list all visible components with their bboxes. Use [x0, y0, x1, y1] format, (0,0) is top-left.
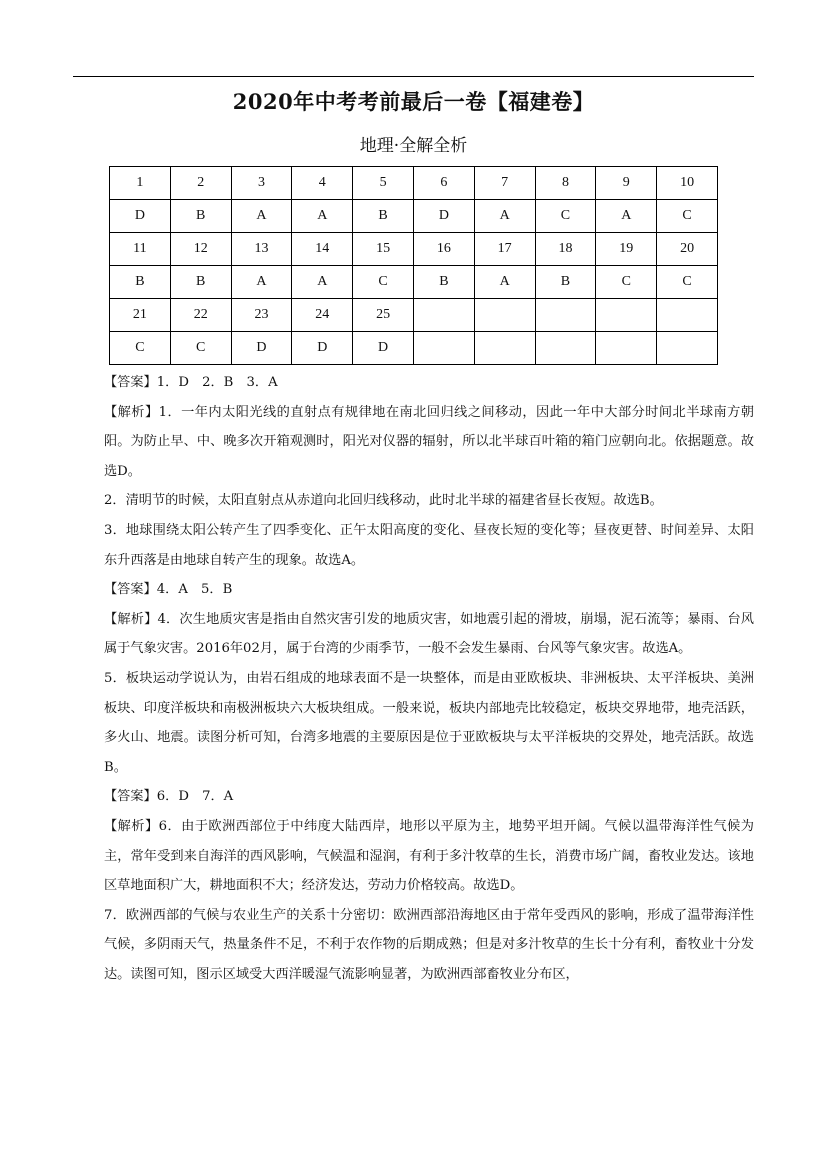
answer-cell: B: [170, 266, 231, 299]
question-number-cell: 3: [231, 167, 292, 200]
answer-cell: C: [657, 266, 718, 299]
question-number-cell: 25: [353, 299, 414, 332]
page-title: 2020年中考考前最后一卷【福建卷】: [232, 89, 595, 114]
text-paragraph: 3．地球围绕太阳公转产生了四季变化、正午太阳高度的变化、昼夜长短的变化等；昼夜更替、时间差异、太阳东升西落是由地球自转产生的现象。故选A。: [104, 522, 754, 568]
text-paragraph: 2．清明节的时候，太阳直射点从赤道向北回归线移动，此时北半球的福建省昼长夜短。故选B。: [104, 493, 663, 509]
text-paragraph: 【解析】6．由于欧洲西部位于中纬度大陆西岸，地形以平原为主，地势平坦开阔。气候以温带海洋性气候为主，常年受到来自海洋的西风影响，气候温和湿润，有利于多汁牧草的生长，消费市场广阔，畜牧业发达。该地区草地面积广大，耕地面积不大；经济发达，劳动力价格较高。故选D。: [104, 818, 754, 894]
answer-cell: A: [292, 266, 353, 299]
answer-cell: A: [474, 266, 535, 299]
answer-cell: A: [474, 200, 535, 233]
text-paragraph: 【解析】4．次生地质灾害是指由自然灾害引发的地质灾害，如地震引起的滑坡，崩塌，泥石流等；暴雨、台风属于气象灾害。2016年02月，属于台湾的少雨季节，一般不会发生暴雨、台风等气象灾害。故选A。: [104, 611, 754, 657]
question-number-cell: 7: [474, 167, 535, 200]
answer-cell: C: [353, 266, 414, 299]
question-number-cell: 5: [353, 167, 414, 200]
question-number-cell: 18: [535, 233, 596, 266]
question-number-cell: 9: [596, 167, 657, 200]
answer-cell: [596, 332, 657, 365]
table-row: [110, 266, 718, 299]
question-number-cell: 15: [353, 233, 414, 266]
text-paragraph: 【答案】6．D 7．A: [104, 789, 234, 805]
answer-cell: [413, 332, 474, 365]
answer-cell: C: [596, 266, 657, 299]
answer-cell: C: [170, 332, 231, 365]
question-number-cell: 12: [170, 233, 231, 266]
answer-cell: C: [657, 200, 718, 233]
question-number-cell: [474, 299, 535, 332]
answer-cell: C: [110, 332, 171, 365]
question-number-cell: [596, 299, 657, 332]
table-row: [110, 200, 718, 233]
question-number-cell: 1: [110, 167, 171, 200]
text-paragraph: 【答案】1．D 2．B 3．A: [104, 375, 278, 390]
question-number-cell: 21: [110, 299, 171, 332]
table-row: [110, 167, 718, 200]
top-rule: [73, 76, 754, 77]
answer-cell: D: [231, 332, 292, 365]
answer-cell: B: [413, 266, 474, 299]
text-paragraph: 【解析】1．一年内太阳光线的直射点有规律地在南北回归线之间移动，因此一年中大部分时间北半球南方朝阳。为防止早、中、晚多次开箱观测时，阳光对仪器的辐射，所以北半球百叶箱的箱门应朝向北。依据题意。故选D。: [104, 404, 754, 479]
question-number-cell: 4: [292, 167, 353, 200]
question-number-cell: 8: [535, 167, 596, 200]
answer-cell: D: [110, 200, 171, 233]
page-subtitle: 地理·全解全析: [359, 136, 468, 156]
answer-cell: [474, 332, 535, 365]
answer-cell: [657, 332, 718, 365]
question-number-cell: 16: [413, 233, 474, 266]
answer-cell: C: [535, 200, 596, 233]
question-number-cell: [413, 299, 474, 332]
question-number-cell: [657, 299, 718, 332]
question-number-cell: 19: [596, 233, 657, 266]
answer-cell: B: [110, 266, 171, 299]
answer-cell: D: [353, 332, 414, 365]
table-row: [110, 332, 718, 365]
answer-cell: B: [353, 200, 414, 233]
question-number-cell: 17: [474, 233, 535, 266]
question-number-cell: 2: [170, 167, 231, 200]
question-number-cell: 20: [657, 233, 718, 266]
question-number-cell: 6: [413, 167, 474, 200]
question-number-cell: 10: [657, 167, 718, 200]
answer-cell: A: [292, 200, 353, 233]
question-number-cell: 11: [110, 233, 171, 266]
answer-table: [109, 166, 718, 365]
question-number-cell: 22: [170, 299, 231, 332]
answer-cell: D: [292, 332, 353, 365]
table-row: [110, 233, 718, 266]
question-number-cell: 24: [292, 299, 353, 332]
answer-cell: D: [413, 200, 474, 233]
text-paragraph: 5．板块运动学说认为，由岩石组成的地球表面不是一块整体，而是由亚欧板块、非洲板块、太平洋板块、美洲板块、印度洋板块和南极洲板块六大板块组成。一般来说，板块内部地壳比较稳定，板块交界地带，地壳活跃，多火山、地震。读图分析可知，台湾多地震的主要原因是位于亚欧板块与太平洋板块的交界处，地壳活跃。故选B。: [104, 670, 754, 775]
analysis-text: [104, 368, 754, 989]
text-paragraph: 7．欧洲西部的气候与农业生产的关系十分密切：欧洲西部沿海地区由于常年受西风的影响，形成了温带海洋性气候，多阴雨天气，热量条件不足，不利于农作物的后期成熟；但是对多汁牧草的生长十分有利，畜牧业十分发达。读图可知，图示区域受大西洋暖湿气流影响显著，为欧洲西部畜牧业分布区，: [104, 907, 754, 982]
answer-cell: A: [231, 200, 292, 233]
question-number-cell: [535, 299, 596, 332]
question-number-cell: 13: [231, 233, 292, 266]
answer-cell: A: [231, 266, 292, 299]
question-number-cell: 14: [292, 233, 353, 266]
answer-cell: [535, 332, 596, 365]
question-number-cell: 23: [231, 299, 292, 332]
table-row: [110, 299, 718, 332]
text-paragraph: 【答案】4．A 5．B: [104, 582, 233, 598]
answer-cell: B: [170, 200, 231, 233]
answer-cell: B: [535, 266, 596, 299]
answer-cell: A: [596, 200, 657, 233]
